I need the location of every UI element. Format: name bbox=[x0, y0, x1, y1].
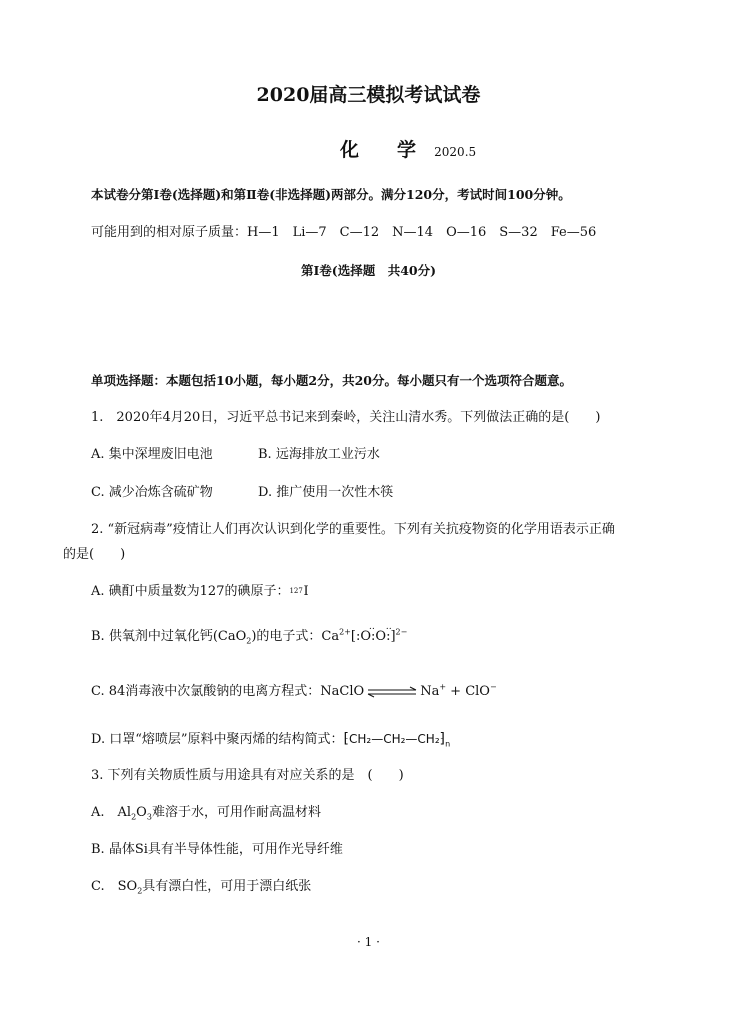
q3-option-b: B. 晶体Si具有半导体性能，可用作光导纤维 bbox=[91, 842, 343, 857]
q3-a-sub1: 2 bbox=[131, 812, 137, 822]
q2-stem-line2: 的是( ) bbox=[63, 547, 126, 562]
q3-c-sub: 2 bbox=[137, 886, 143, 896]
polymer-bracket-right-icon: ⁆ bbox=[439, 731, 446, 747]
exam-title: 2020届高三模拟考试试卷 bbox=[256, 84, 481, 106]
peroxide-electron-structure bbox=[350, 622, 396, 644]
q2-c-plus: + bbox=[439, 682, 447, 692]
peroxide-structure: [:O:O:] bbox=[350, 629, 396, 644]
q2-c-product: Na bbox=[420, 684, 440, 699]
q1-option-b: B. 远海排放工业污水 bbox=[258, 447, 380, 462]
q3-c-text: C. SO bbox=[91, 879, 138, 894]
polymer-formula bbox=[343, 731, 451, 749]
q1-stem: 1. 2020年4月20日，习近平总书记来到秦岭，关注山清水秀。下列做法正确的是( ) bbox=[91, 410, 601, 425]
q3-a-sub2: 3 bbox=[146, 812, 152, 822]
electron-dots-top: ‥ ‥ bbox=[368, 622, 396, 632]
q2-b-text2: )的电子式：Ca bbox=[251, 629, 340, 644]
isotope-notation bbox=[289, 583, 303, 601]
q2-c-minus: − bbox=[489, 682, 497, 692]
q2-option-b bbox=[91, 622, 408, 646]
isotope-mass: 127 bbox=[289, 587, 303, 595]
q2-b-charge: 2+ bbox=[339, 627, 351, 637]
equilibrium-arrow-icon bbox=[366, 686, 418, 698]
q3-option-a bbox=[91, 804, 321, 822]
part-one-heading: 第Ⅰ卷(选择题 共40分) bbox=[300, 263, 437, 278]
q2-c-product2: + ClO bbox=[446, 684, 490, 699]
q2-d-text: D. 口罩“熔喷层”原料中聚丙烯的结构简式： bbox=[91, 732, 344, 747]
exam-intro: 本试卷分第Ⅰ卷(选择题)和第Ⅱ卷(非选择题)两部分。满分120分，考试时间100分钟。 bbox=[91, 187, 571, 202]
isotope-symbol: I bbox=[303, 584, 309, 599]
q2-b-charge2: 2− bbox=[395, 627, 408, 637]
q1-option-a: A. 集中深埋废旧电池 bbox=[91, 447, 213, 462]
q3-option-c bbox=[91, 878, 311, 896]
q2-a-text: A. 碘酊中质量数为127的碘原子： bbox=[91, 584, 290, 599]
q2-stem-line1: 2. “新冠病毒”疫情让人们再次认识到化学的重要性。下列有关抗疫物资的化学用语表示正确 bbox=[91, 522, 615, 537]
q2-option-a bbox=[91, 583, 309, 601]
q3-c-rest: 具有漂白性，可用于漂白纸张 bbox=[142, 879, 312, 894]
q3-stem: 3. 下列有关物质性质与用途具有对应关系的是 ( ) bbox=[91, 768, 404, 783]
polymer-n: n bbox=[445, 739, 451, 749]
subject-name: 化 学 bbox=[340, 139, 417, 161]
q2-b-subscript: 2 bbox=[246, 636, 252, 646]
q1-option-d: D. 推广使用一次性木筷 bbox=[258, 485, 394, 500]
page-number: · 1 · bbox=[357, 935, 380, 949]
q2-b-text: B. 供氧剂中过氧化钙(CaO bbox=[91, 629, 247, 644]
polymer-bracket-left-icon: ⁅ bbox=[343, 731, 349, 747]
polymer-repeat-unit: CH₂—CH₂—CH₂ bbox=[349, 732, 440, 746]
q3-a-rest: 难溶于水，可用作耐高温材料 bbox=[151, 805, 321, 820]
q2-option-c bbox=[91, 683, 497, 701]
q3-a-mid: O bbox=[136, 805, 147, 820]
subject-line bbox=[340, 137, 476, 166]
q3-a-text: A. Al bbox=[91, 805, 132, 820]
q1-option-c: C. 减少冶炼含硫矿物 bbox=[91, 485, 213, 500]
q2-c-text: C. 84消毒液中次氯酸钠的电离方程式：NaClO bbox=[91, 684, 365, 699]
q2-option-d bbox=[91, 730, 450, 749]
atomic-masses: 可能用到的相对原子质量：H—1 Li—7 C—12 N—14 O—16 S—32 Fe—56 bbox=[91, 225, 597, 240]
section-instruction: 单项选择题：本题包括10小题，每小题2分，共20分。每小题只有一个选项符合题意。 bbox=[91, 373, 572, 388]
exam-date: 2020.5 bbox=[434, 145, 477, 159]
